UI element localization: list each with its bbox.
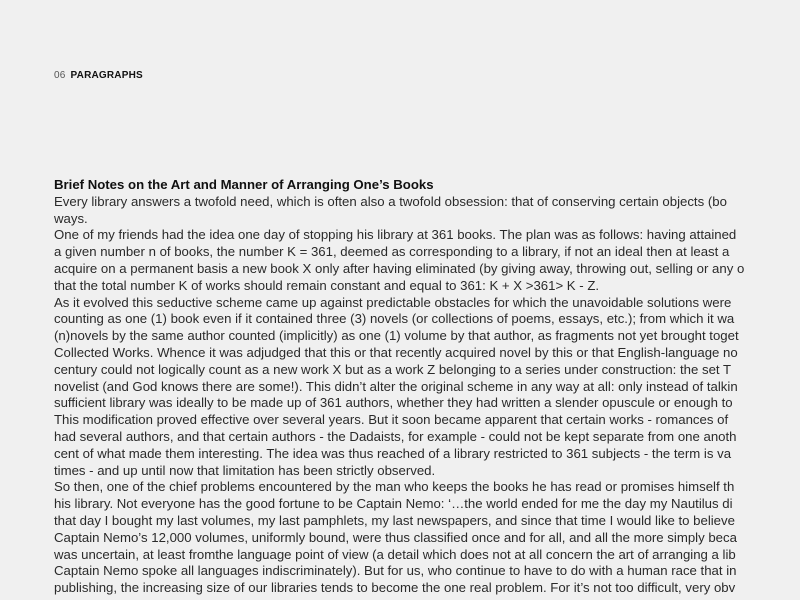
text-line: times - and up until now that limitation has been strictly observed. xyxy=(54,462,436,478)
text-line: acquire on a permanent basis a new book X only after having eliminated (by giving away, throwing out, selling or any o xyxy=(54,260,745,276)
text-line: was uncertain, at least fromthe language point of view (a detail which does not at all concern the art of arranging a lib xyxy=(54,546,736,562)
section-title: PARAGRAPHS xyxy=(70,70,143,81)
text-line: Every library answers a twofold need, which is often also a twofold obsession: that of conserving certain objects (bo xyxy=(54,193,727,209)
text-line: As it evolved this seductive scheme came up against predictable obstacles for which the unavoidable solutions were xyxy=(54,294,732,310)
text-line: One of my friends had the idea one day of stopping his library at 361 books. The plan was as follows: having attained xyxy=(54,227,737,243)
text-line: a given number n of books, the number K = 361, deemed as corresponding to a library, if not an ideal then at least a xyxy=(54,244,730,260)
text-line: cent of what made them interesting. The idea was thus reached of a library restricted to 361 subjects - the term is va xyxy=(54,445,732,461)
section-number: 06 xyxy=(54,70,66,81)
text-line: ways. xyxy=(54,210,88,226)
text-line: This modification proved effective over several years. But it soon became apparent that certain works - romances of xyxy=(54,412,729,428)
text-line: had several authors, and that certain authors - the Dadaists, for example - could not be kept separate from one anoth xyxy=(54,428,737,444)
article xyxy=(54,177,800,600)
section-label xyxy=(54,69,143,82)
text-line: counting as one (1) book even if it contained three (3) novels (or collections of poems, essays, etc.); from which it wa xyxy=(54,311,735,327)
article-heading: Brief Notes on the Art and Manner of Arranging One’s Books xyxy=(54,177,434,192)
text-line: that the total number K of works should remain constant and equal to 361: K + X >361> K - Z. xyxy=(54,277,600,293)
text-line: that day I bought my last volumes, my last pamphlets, my last newspapers, and since that time I would like to believe xyxy=(54,512,735,528)
text-line: his library. Not everyone has the good fortune to be Captain Nemo: ‘…the world ended for me the day my Nautilus di xyxy=(54,496,733,512)
text-line: century could not logically count as a new work X but as a work Z belonging to a series under construction: the set T xyxy=(54,361,732,377)
text-line: Captain Nemo spoke all languages indiscriminately). But for us, who continue to have to do with a human race that in xyxy=(54,563,737,579)
text-line: novelist (and God knows there are some!). This didn’t alter the original scheme in any way at all: only instead of talkin xyxy=(54,378,738,394)
text-line: publishing, the increasing size of our libraries tends to become the one real problem. For it’s not too difficult, very obv xyxy=(54,580,736,596)
text-line: (n)novels by the same author counted (implicitly) as one (1) volume by that author, as fragments not yet brought toget xyxy=(54,328,739,344)
text-line: So then, one of the chief problems encountered by the man who keeps the books he has read or promises himself th xyxy=(54,479,735,495)
text-line: sufficient library was ideally to be made up of 361 authors, whether they had written a slender opuscule or enough to xyxy=(54,395,733,411)
text-line: Collected Works. Whence it was adjudged that this or that recently acquired novel by this or that English-language no xyxy=(54,344,738,360)
text-line: Captain Nemo’s 12,000 volumes, uniformly bound, were thus classified once and for all, and all the more simply beca xyxy=(54,529,737,545)
